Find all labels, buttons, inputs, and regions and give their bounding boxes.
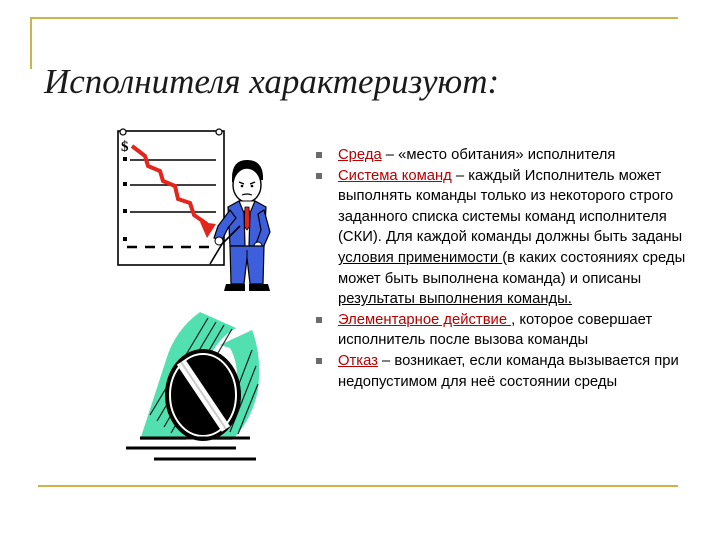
underlined-phrase-results: результаты выполнения команды. bbox=[338, 291, 572, 308]
bullet-item-elementary-action bbox=[316, 310, 696, 351]
chart-currency-symbol: $ bbox=[121, 139, 129, 155]
bullet-item-command-system bbox=[316, 166, 696, 310]
bullet-text: – каждый Исполнитель может выполнять команды только из некоторого строго заданного списка системы команд исполнителя (СКИ). Для каждой команды должны быть заданы bbox=[338, 167, 683, 246]
bullet-square-icon bbox=[316, 358, 322, 364]
term-environment: Среда bbox=[338, 147, 382, 163]
bullet-item-failure bbox=[316, 351, 696, 392]
falling-chart-icon bbox=[118, 129, 224, 265]
prohibited-sign-icon bbox=[126, 312, 259, 459]
slide-title: Исполнителя характеризуют: bbox=[44, 62, 500, 101]
bullet-square-icon bbox=[316, 173, 322, 179]
term-failure: Отказ bbox=[338, 352, 378, 369]
bullet-text: – «место обитания» исполнителя bbox=[381, 147, 616, 163]
underlined-phrase-applicability: условия применимости bbox=[338, 249, 503, 266]
bullet-item-environment bbox=[316, 145, 696, 166]
bullet-square-icon bbox=[316, 152, 322, 158]
bullet-list bbox=[316, 145, 696, 392]
bullet-text: , которое совершает исполнитель после вызова команды bbox=[338, 311, 653, 349]
bullet-text: – возникает, если команда вызывается при недопустимом для неё состоянии среды bbox=[338, 352, 679, 390]
bullet-square-icon bbox=[316, 317, 322, 323]
term-command-system: Система команд bbox=[338, 167, 452, 184]
bullet-text: (в каких состояниях среды может быть выполнена команда) и описаны bbox=[338, 249, 686, 287]
term-elementary-action: Элементарное действие bbox=[338, 311, 512, 328]
